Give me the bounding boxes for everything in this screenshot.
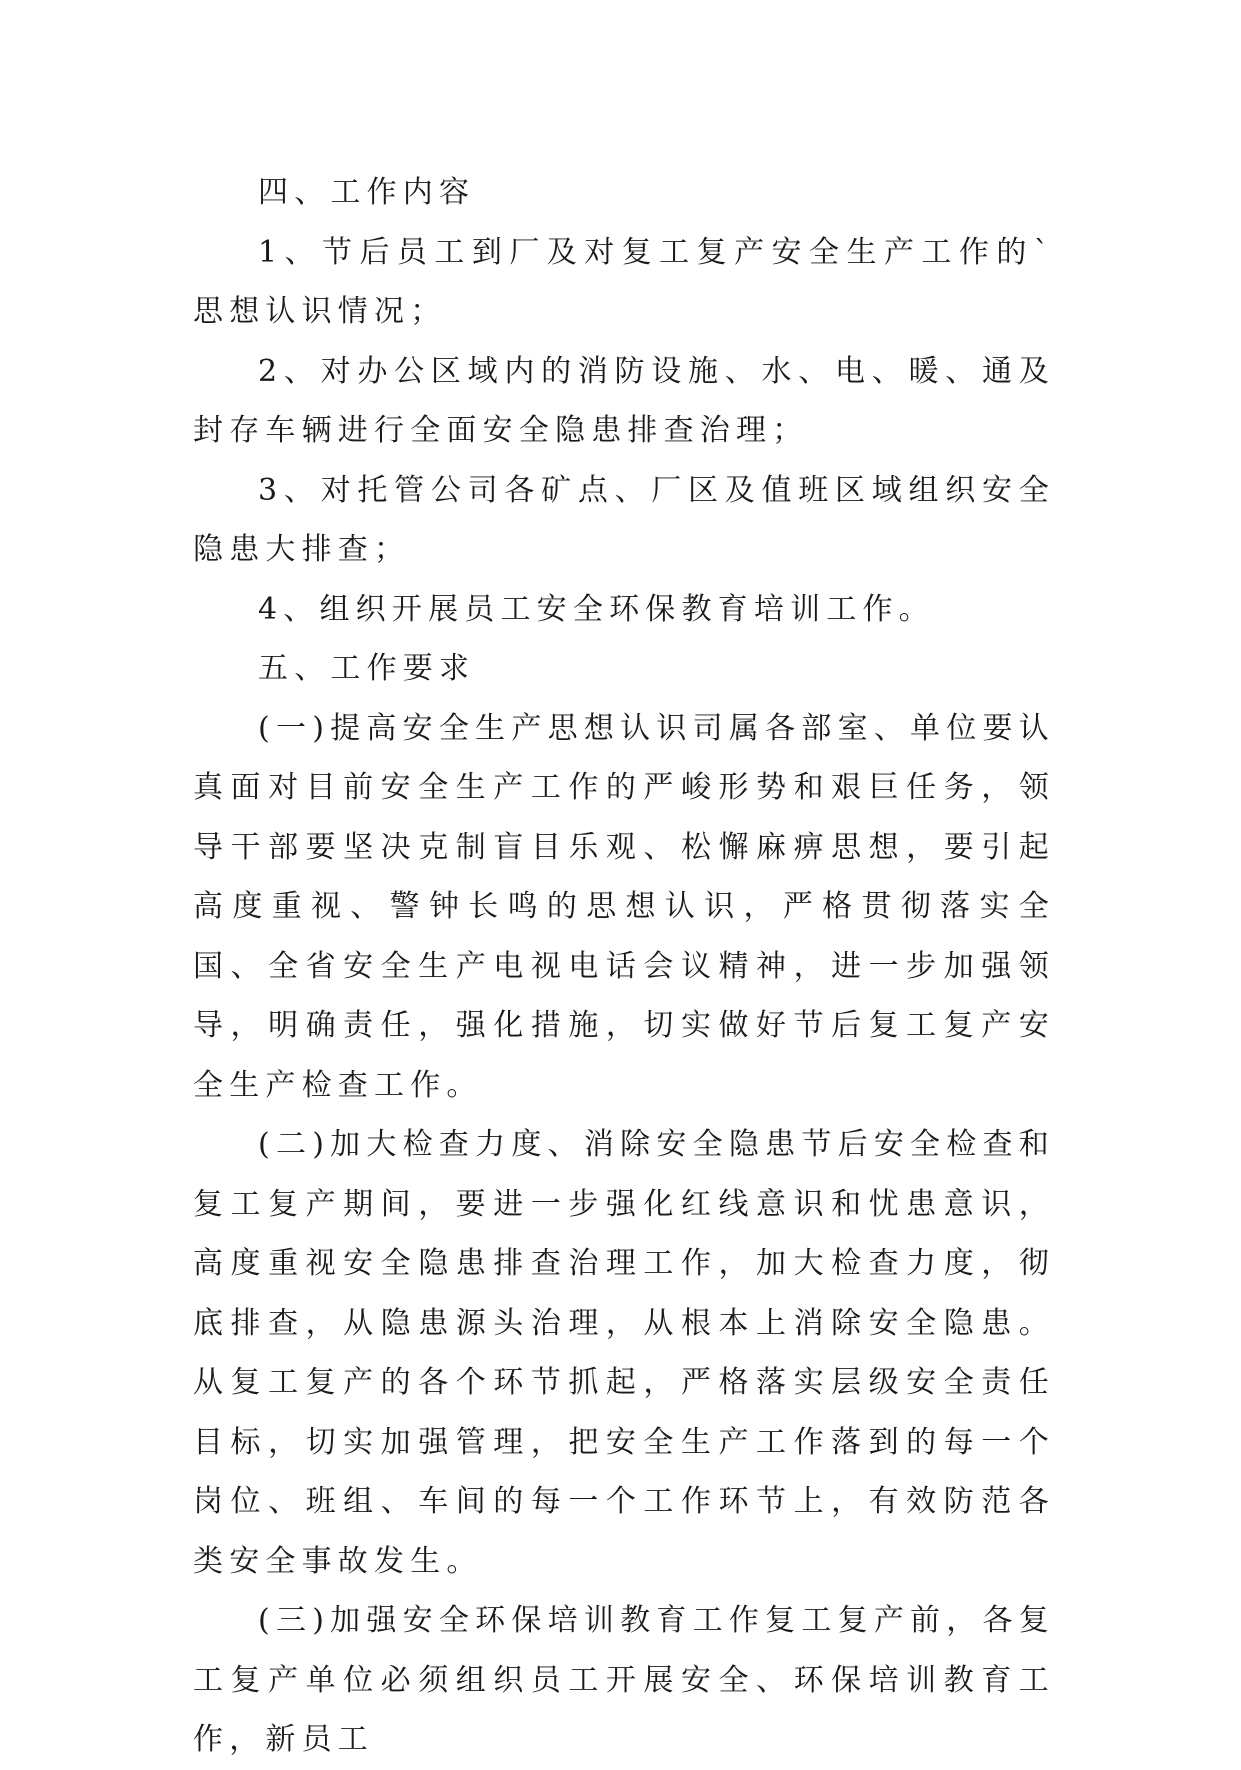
section-heading-work-requirements: 五、工作要求 <box>258 651 476 686</box>
document-body <box>193 163 1055 1770</box>
requirement-paragraph-2: (二)加大检查力度、消除安全隐患节后安全检查和复工复产期间，要进一步强化红线意识和忧患意识，高度重视安全隐患排查治理工作，加大检查力度，彻底排查，从隐患源头治理，从根本上消除安全隐患。从复工复产的各个环节抓起，严格落实层级安全责任目标，切实加强管理，把安全生产工作落到的每一个岗位、班组、车间的每一个工作环节上，有效防范各类安全事故发生。 <box>193 1127 1055 1579</box>
work-item-2: 2、对办公区域内的消防设施、水、电、暖、通及封存车辆进行全面安全隐患排查治理； <box>193 353 1055 448</box>
section-heading-work-content: 四、工作内容 <box>258 175 476 210</box>
work-item-1: 1、节后员工到厂及对复工复产安全生产工作的`思想认识情况； <box>193 234 1055 329</box>
requirement-paragraph-1: (一)提高安全生产思想认识司属各部室、单位要认真面对目前安全生产工作的严峻形势和艰巨任务，领导干部要坚决克制盲目乐观、松懈麻痹思想，要引起高度重视、警钟长鸣的思想认识，严格贯彻落实全国、全省安全生产电视电话会议精神，进一步加强领导，明确责任，强化措施，切实做好节后复工复产安全生产检查工作。 <box>193 710 1055 1103</box>
work-item-3: 3、对托管公司各矿点、厂区及值班区域组织安全隐患大排查； <box>193 472 1055 567</box>
requirement-paragraph-3: (三)加强安全环保培训教育工作复工复产前，各复工复产单位必须组织员工开展安全、环保培训教育工作，新员工 <box>193 1603 1055 1757</box>
work-item-4: 4、组织开展员工安全环保教育培训工作。 <box>258 591 935 627</box>
